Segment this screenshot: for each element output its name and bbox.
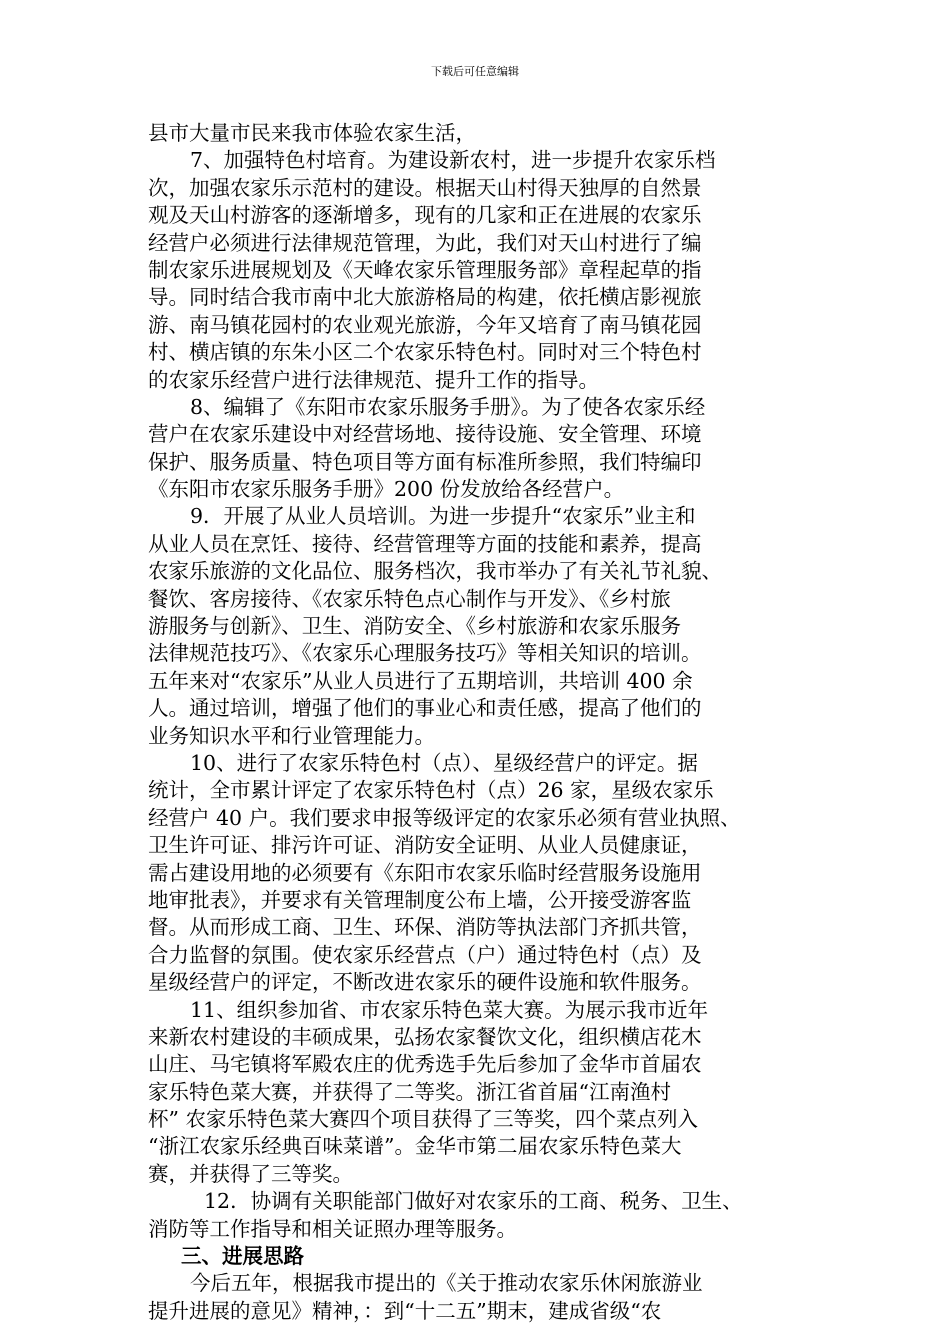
text-line: 来新农村建设的丰硕成果，弘扬农家餐饮文化，组织横店花木 bbox=[148, 1024, 702, 1049]
text-line: 法律规范技巧》、《农家乐心理服务技巧》等相关知识的培训。 bbox=[148, 641, 702, 666]
text-line: 需占建设用地的必须要有《东阳市农家乐临时经营服务设施用 bbox=[148, 860, 702, 885]
text-line: 统计，全市累计评定了农家乐特色村（点）26 家，星级农家乐 bbox=[148, 778, 714, 803]
text-line: 8、编辑了《东阳市农家乐服务手册》。为了使各农家乐经 bbox=[190, 394, 706, 419]
text-line: “浙江农家乐经典百味菜谱”。金华市第二届农家乐特色菜大 bbox=[148, 1134, 682, 1159]
text-line: 今后五年，根据我市提出的《关于推动农家乐休闲旅游业 bbox=[190, 1271, 703, 1296]
text-line: 餐饮、客房接待、《农家乐特色点心制作与开发》、《乡村旅 bbox=[148, 586, 671, 611]
text-line: 家乐特色菜大赛，并获得了二等奖。浙江省首届“江南渔村 bbox=[148, 1079, 671, 1104]
text-line: 10、进行了农家乐特色村（点）、星级经营户的评定。据 bbox=[190, 750, 698, 775]
text-line: 营户在农家乐建设中对经营场地、接待设施、安全管理、环境 bbox=[148, 422, 702, 447]
text-line: 保护、服务质量、特色项目等方面有标准所参照，我们特编印 bbox=[148, 449, 702, 474]
text-line: 7、加强特色村培育。为建设新农村，进一步提升农家乐档 bbox=[190, 148, 716, 173]
text-line: 制农家乐进展规划及《天峰农家乐管理服务部》章程起草的指 bbox=[148, 257, 702, 282]
text-line: 五年来对“农家乐”从业人员进行了五期培训，共培训 400 余 bbox=[148, 668, 693, 693]
text-line: 农家乐旅游的文化品位、服务档次，我市举办了有关礼节礼貌、 bbox=[148, 559, 722, 584]
text-line: 业务知识水平和行业管理能力。 bbox=[148, 723, 435, 748]
text-line: 《东阳市农家乐服务手册》200 份发放给各经营户。 bbox=[148, 477, 625, 502]
text-line: 的农家乐经营户进行法律规范、提升工作的指导。 bbox=[148, 367, 599, 392]
text-line: 人。通过培训，增强了他们的事业心和责任感，提高了他们的 bbox=[148, 696, 702, 721]
text-line: 12．协调有关职能部门做好对农家乐的工商、税务、卫生、 bbox=[204, 1189, 743, 1214]
text-line: 合力监督的氛围。使农家乐经营点（户）通过特色村（点）及 bbox=[148, 942, 702, 967]
text-line: 经营户 40 户。我们要求申报等级评定的农家乐必须有营业执照、 bbox=[148, 805, 741, 830]
text-line: 观及天山村游客的逐渐增多，现有的几家和正在进展的农家乐 bbox=[148, 203, 702, 228]
text-line: 经营户必须进行法律规范管理，为此，我们对天山村进行了编 bbox=[148, 230, 702, 255]
text-line: 卫生许可证、排污许可证、消防安全证明、从业人员健康证， bbox=[148, 833, 702, 858]
text-line: 从业人员在烹饪、接待、经营管理等方面的技能和素养，提高 bbox=[148, 531, 702, 556]
text-line: 次，加强农家乐示范村的建设。根据天山村得天独厚的自然景 bbox=[148, 175, 702, 200]
text-line: 9．开展了从业人员培训。为进一步提升“农家乐”业主和 bbox=[190, 504, 696, 529]
text-line: 地审批表》，并要求有关管理制度公布上墙，公开接受游客监 bbox=[148, 887, 692, 912]
text-line: 赛，并获得了三等奖。 bbox=[148, 1161, 353, 1186]
page-header-note: 下载后可任意编辑 bbox=[431, 65, 519, 78]
text-line: 督。从而形成工商、卫生、环保、消防等执法部门齐抓共管， bbox=[148, 915, 702, 940]
text-line: 提升进展的意见》精神，：到“十二五”期末，建成省级“农 bbox=[148, 1298, 662, 1323]
text-line: 杯” 农家乐特色菜大赛四个项目获得了三等奖，四个菜点列入 bbox=[148, 1107, 698, 1132]
text-line: 村、横店镇的东朱小区二个农家乐特色村。同时对三个特色村 bbox=[148, 340, 702, 365]
text-line: 山庄、马宅镇将军殿农庄的优秀选手先后参加了金华市首届农 bbox=[148, 1052, 702, 1077]
document-body bbox=[0, 120, 950, 1325]
text-line: 导。同时结合我市南中北大旅游格局的构建，依托横店影视旅 bbox=[148, 285, 702, 310]
text-line: 11、组织参加省、市农家乐特色菜大赛。为展示我市近年 bbox=[190, 997, 709, 1022]
text-line: 游、南马镇花园村的农业观光旅游，今年又培育了南马镇花园 bbox=[148, 312, 702, 337]
text-line: 消防等工作指导和相关证照办理等服务。 bbox=[148, 1216, 517, 1241]
section-heading: 三、进展思路 bbox=[181, 1244, 304, 1269]
text-line: 游服务与创新》、卫生、消防安全、《乡村旅游和农家乐服务 bbox=[148, 614, 681, 639]
text-line: 星级经营户的评定，不断改进农家乐的硬件设施和软件服务。 bbox=[148, 970, 702, 995]
text-line: 县市大量市民来我市体验农家生活， bbox=[148, 121, 476, 145]
